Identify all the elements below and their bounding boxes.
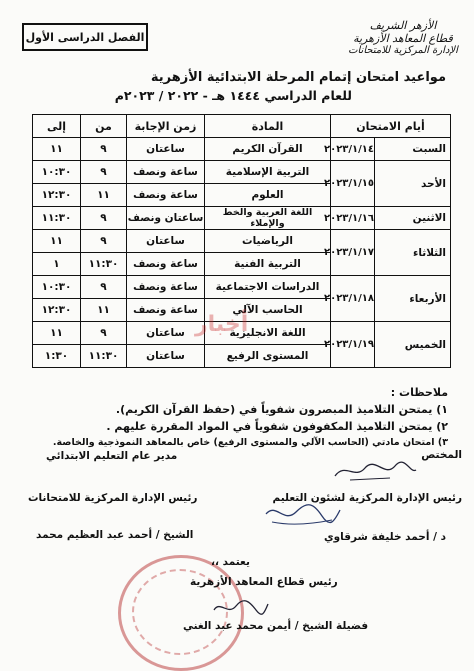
logo-line-2: قطاع المعاهد الأزهرية bbox=[353, 31, 453, 45]
from-cell: ٩ bbox=[81, 138, 127, 161]
duration-cell: ساعتان bbox=[127, 322, 205, 345]
subject-cell: الدراسات الاجتماعية bbox=[205, 276, 331, 299]
header-exam-days: أيام الامتحان bbox=[331, 115, 451, 138]
day-cell: الثلاثاء bbox=[375, 230, 451, 276]
from-cell: ١١:٣٠ bbox=[81, 253, 127, 276]
from-cell: ١١:٣٠ bbox=[81, 345, 127, 368]
day-cell: الأحد bbox=[375, 161, 451, 207]
subject-cell: اللغة العربية والخط والإملاء bbox=[205, 207, 331, 230]
from-cell: ١١ bbox=[81, 299, 127, 322]
to-cell: ١١ bbox=[33, 322, 81, 345]
duration-cell: ساعة ونصف bbox=[127, 253, 205, 276]
subject-cell: التربية الفنية bbox=[205, 253, 331, 276]
header-to: إلى bbox=[33, 115, 81, 138]
subject-cell: الرياضيات bbox=[205, 230, 331, 253]
sector-head-title: رئيس قطاع المعاهد الأزهرية bbox=[190, 576, 338, 588]
duration-cell: ساعة ونصف bbox=[127, 276, 205, 299]
day-cell: الأربعاء bbox=[375, 276, 451, 322]
head-education-title: رئيس الإدارة المركزية لشئون التعليم bbox=[272, 492, 462, 504]
header-subject: المادة bbox=[205, 115, 331, 138]
table-row bbox=[33, 207, 451, 230]
table-header-row bbox=[33, 115, 451, 138]
from-cell: ٩ bbox=[81, 207, 127, 230]
header-from: من bbox=[81, 115, 127, 138]
table-row bbox=[33, 138, 451, 161]
duration-cell: ساعة ونصف bbox=[127, 161, 205, 184]
term-label-box bbox=[22, 23, 148, 51]
note-1: ١) يمتحن التلاميذ المبصرون شفوياً في (حفظ القرآن الكريم). bbox=[115, 403, 448, 416]
logo-line-3: الإدارة المركزية للامتحانات bbox=[348, 45, 458, 57]
document-subtitle: للعام الدراسي ١٤٤٤ هـ - ٢٠٢٢ / ٢٠٢٣م bbox=[114, 88, 352, 103]
from-cell: ٩ bbox=[81, 230, 127, 253]
to-cell: ١:٣٠ bbox=[33, 345, 81, 368]
head-education-name: د / أحمد خليفة شرقاوي bbox=[323, 531, 446, 543]
duration-cell: ساعتان bbox=[127, 138, 205, 161]
sector-head-signature bbox=[210, 596, 270, 618]
duration-cell: ساعتان bbox=[127, 345, 205, 368]
to-cell: ١ bbox=[33, 253, 81, 276]
table-row bbox=[33, 230, 451, 253]
to-cell: ١١ bbox=[33, 138, 81, 161]
day-cell: الاثنين bbox=[375, 207, 451, 230]
approved-label: يعتمد ،، bbox=[211, 556, 250, 568]
head-education-signature bbox=[262, 500, 342, 528]
document-title: مواعيد امتحان إتمام المرحلة الابتدائية الأزهرية bbox=[150, 70, 446, 85]
duration-cell: ساعتان bbox=[127, 230, 205, 253]
subject-cell: المستوى الرفيع bbox=[205, 345, 331, 368]
sector-head-name: فضيلة الشيخ / أيمن محمد عبد الغني bbox=[183, 620, 369, 632]
mokhtas-label: المختص bbox=[421, 449, 462, 461]
date-cell: ٢٠٢٣/١/١٥ bbox=[331, 161, 375, 207]
subject-cell: العلوم bbox=[205, 184, 331, 207]
term-label: الفصل الدراسى الأول bbox=[25, 30, 145, 44]
head-exams-name: الشيخ / أحمد عبد العظيم محمد bbox=[36, 529, 194, 541]
head-exams-title: رئيس الإدارة المركزية للامتحانات bbox=[28, 492, 198, 504]
from-cell: ٩ bbox=[81, 276, 127, 299]
date-cell: ٢٠٢٣/١/١٩ bbox=[331, 322, 375, 368]
from-cell: ٩ bbox=[81, 161, 127, 184]
date-cell: ٢٠٢٣/١/١٨ bbox=[331, 276, 375, 322]
azhar-logo bbox=[344, 20, 462, 57]
header-duration: زمن الإجابة bbox=[127, 115, 205, 138]
to-cell: ١١:٣٠ bbox=[33, 207, 81, 230]
duration-cell: ساعتان ونصف bbox=[127, 207, 205, 230]
to-cell: ١١ bbox=[33, 230, 81, 253]
to-cell: ١٠:٣٠ bbox=[33, 276, 81, 299]
primary-director-title: مدير عام التعليم الابتدائي bbox=[46, 450, 178, 462]
duration-cell: ساعة ونصف bbox=[127, 299, 205, 322]
from-cell: ١١ bbox=[81, 184, 127, 207]
subject-cell: الحاسب الآلي bbox=[205, 299, 331, 322]
subject-cell: اللغة الانجليزية bbox=[205, 322, 331, 345]
date-cell: ٢٠٢٣/١/١٤ bbox=[331, 138, 375, 161]
date-cell: ٢٠٢٣/١/١٧ bbox=[331, 230, 375, 276]
to-cell: ١٢:٣٠ bbox=[33, 299, 81, 322]
day-cell: الخميس bbox=[375, 322, 451, 368]
note-3: ٣) امتحان مادتي (الحاسب الآلي والمستوى الرفيع) خاص بالمعاهد النموذجية والخاصة. bbox=[52, 437, 448, 448]
duration-cell: ساعة ونصف bbox=[127, 184, 205, 207]
mokhtas-signature bbox=[330, 458, 420, 484]
watermark-logo: أخبار bbox=[195, 312, 249, 337]
note-2: ٢) يمتحن التلاميذ المكفوفون شفوياً في المواد المقررة عليهم . bbox=[106, 420, 448, 433]
subject-cell: القرآن الكريم bbox=[205, 138, 331, 161]
notes-heading: ملاحظات : bbox=[390, 386, 448, 399]
from-cell: ٩ bbox=[81, 322, 127, 345]
notes-section bbox=[28, 386, 448, 448]
table-row bbox=[33, 276, 451, 299]
date-cell: ٢٠٢٣/١/١٦ bbox=[331, 207, 375, 230]
table-row bbox=[33, 161, 451, 184]
logo-line-1: الأزهر الشريف bbox=[369, 19, 437, 32]
subject-cell: التربية الإسلامية bbox=[205, 161, 331, 184]
day-cell: السبت bbox=[375, 138, 451, 161]
to-cell: ١٢:٣٠ bbox=[33, 184, 81, 207]
to-cell: ١٠:٣٠ bbox=[33, 161, 81, 184]
